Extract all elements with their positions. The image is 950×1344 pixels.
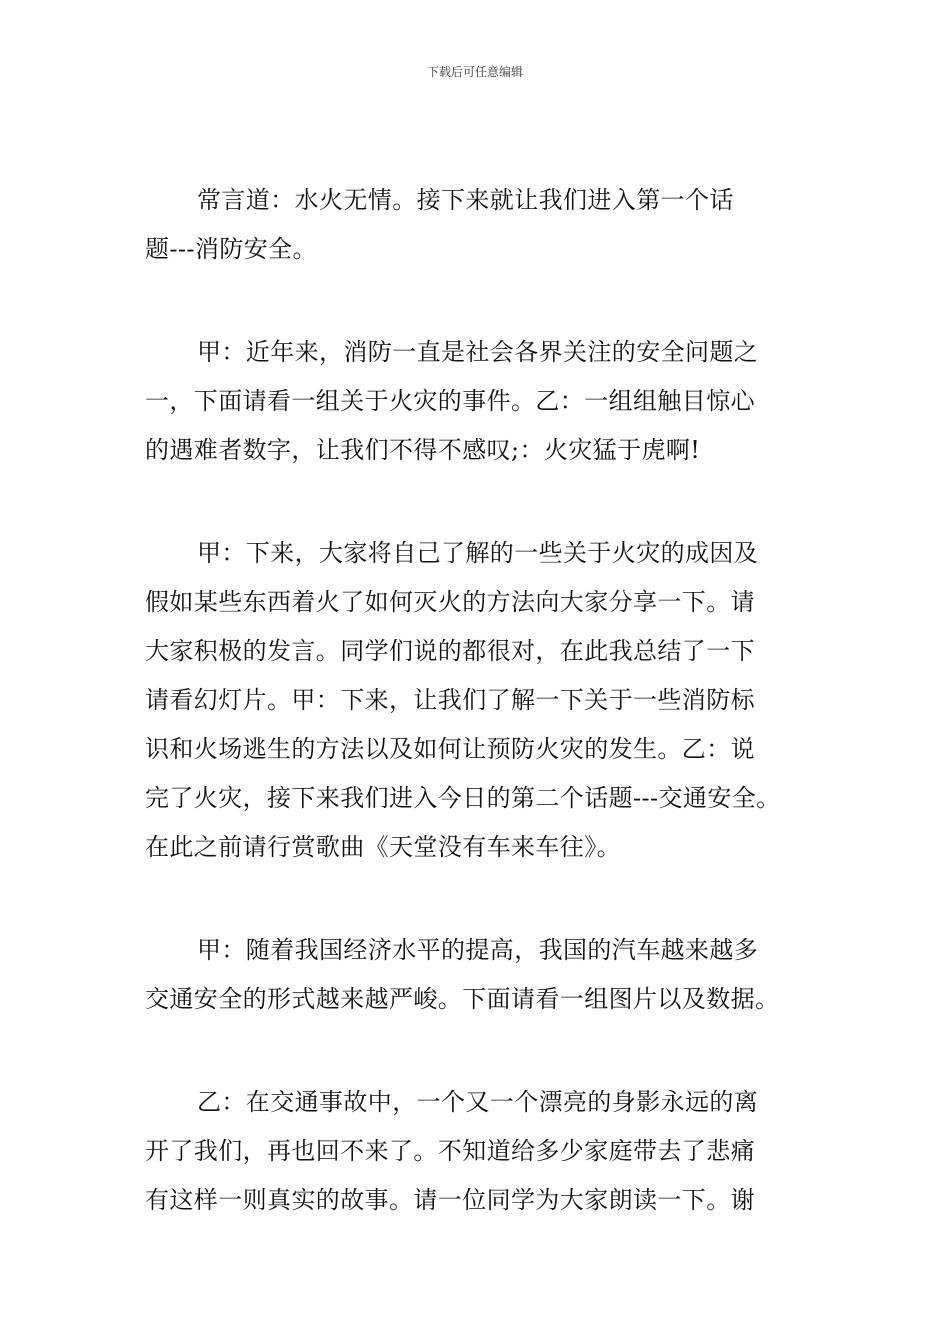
text-line: 甲：近年来，消防一直是社会各界关注的安全问题之 <box>197 338 759 366</box>
text-line: 的遇难者数字，让我们不得不感叹;：火灾猛于虎啊! <box>145 436 701 464</box>
paragraph-3 <box>145 529 835 872</box>
text-line: 开了我们，再也回不来了。不知道给多少家庭带去了悲痛 <box>145 1137 755 1165</box>
paragraph-4 <box>145 926 835 1024</box>
paragraph-2 <box>145 328 835 475</box>
page-header: 下载后可任意编辑 <box>426 65 523 79</box>
text-line: 乙：在交通事故中，一个又一个漂亮的身影永远的离 <box>197 1088 759 1116</box>
text-line: 大家积极的发言。同学们说的都很对，在此我总结了一下 <box>145 637 755 665</box>
text-line: 甲：随着我国经济水平的提高，我国的汽车越来越多 <box>197 936 759 964</box>
text-line: 在此之前请行赏歌曲《天堂没有车来车往》。 <box>145 833 621 861</box>
paragraph-5 <box>145 1078 835 1225</box>
document-body <box>145 176 835 1225</box>
text-line: 假如某些东西着火了如何灭火的方法向大家分享一下。请 <box>145 588 755 616</box>
paragraph-1 <box>145 176 835 274</box>
text-line: 完了火灾，接下来我们进入今日的第二个话题---交通安全。 <box>145 784 781 812</box>
text-line: 交通安全的形式越来越严峻。下面请看一组图片以及数据。 <box>145 985 780 1013</box>
text-line: 一，下面请看一组关于火灾的事件。乙：一组组触目惊心 <box>145 387 755 415</box>
text-line: 识和火场逃生的方法以及如何让预防火灾的发生。乙：说 <box>145 735 755 763</box>
text-line: 甲：下来，大家将自己了解的一些关于火灾的成因及 <box>197 539 759 567</box>
text-line: 题---消防安全。 <box>145 235 317 263</box>
text-line: 请看幻灯片。甲：下来，让我们了解一下关于一些消防标 <box>145 686 755 714</box>
text-line: 有这样一则真实的故事。请一位同学为大家朗读一下。谢 <box>145 1186 755 1214</box>
text-line: 常言道：水火无情。接下来就让我们进入第一个话 <box>197 186 734 214</box>
